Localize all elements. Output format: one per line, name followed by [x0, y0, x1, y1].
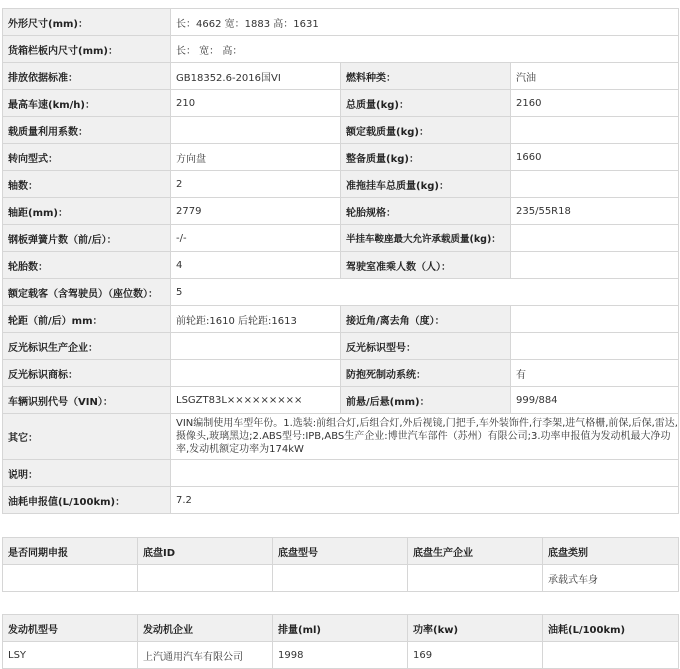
- spec-value: [171, 360, 341, 387]
- spec-label: 反光标识型号：: [341, 333, 511, 360]
- column-header: 排量(ml): [273, 615, 408, 642]
- spec-label: 总质量(kg)：: [341, 90, 511, 117]
- spec-value: [171, 460, 679, 487]
- spec-label: 轮胎数：: [3, 252, 171, 279]
- spec-value: 210: [171, 90, 341, 117]
- spec-row: [3, 460, 679, 487]
- column-header: 底盘类别: [543, 538, 679, 565]
- spec-label: 最高车速(km/h)：: [3, 90, 171, 117]
- spec-label: 额定载质量(kg)：: [341, 117, 511, 144]
- spec-label: 半挂车鞍座最大允许承载质量(kg)：: [341, 225, 511, 252]
- spec-value: [171, 117, 341, 144]
- spec-label: 油耗申报值(L/100km)：: [3, 487, 171, 514]
- spec-row: [3, 144, 679, 171]
- spec-row: [3, 90, 679, 117]
- spec-label: 转向型式：: [3, 144, 171, 171]
- table-cell: [273, 565, 408, 592]
- spec-value: [511, 117, 679, 144]
- table-cell: 1998: [273, 642, 408, 669]
- column-header: 油耗(L/100km): [543, 615, 679, 642]
- table-cell: LSY: [3, 642, 138, 669]
- spec-value: [511, 306, 679, 333]
- spec-value: LSGZT83L×××××××××: [171, 387, 341, 414]
- spec-value: [511, 171, 679, 198]
- spec-value: -/-: [171, 225, 341, 252]
- spec-label: 轴距(mm)：: [3, 198, 171, 225]
- spec-label: 排放依据标准：: [3, 63, 171, 90]
- table-cell: [408, 565, 543, 592]
- spec-value: 长： 宽： 高：: [171, 36, 679, 63]
- spec-label: 轴数：: [3, 171, 171, 198]
- spec-row: [3, 36, 679, 63]
- spec-row: [3, 306, 679, 333]
- spec-row: [3, 333, 679, 360]
- table-cell: 承载式车身: [543, 565, 679, 592]
- table-header-row: [3, 615, 679, 642]
- spec-row: [3, 117, 679, 144]
- spec-row: [3, 198, 679, 225]
- column-header: 是否同期申报: [3, 538, 138, 565]
- spec-label: 反光标识生产企业：: [3, 333, 171, 360]
- spec-label: 轮胎规格：: [341, 198, 511, 225]
- spec-label: 防抱死制动系统：: [341, 360, 511, 387]
- spec-label: 驾驶室准乘人数（人）：: [341, 252, 511, 279]
- spec-value: 7.2: [171, 487, 679, 514]
- spec-label: 燃料种类：: [341, 63, 511, 90]
- spec-value: 有: [511, 360, 679, 387]
- table-cell: [543, 642, 679, 669]
- spec-row: [3, 279, 679, 306]
- column-header: 发动机型号: [3, 615, 138, 642]
- column-header: 发动机企业: [138, 615, 273, 642]
- spec-label: 轮距（前/后）mm：: [3, 306, 171, 333]
- table-row: [3, 642, 679, 669]
- spec-label: 钢板弹簧片数（前/后）：: [3, 225, 171, 252]
- spec-label: 车辆识别代号（VIN）：: [3, 387, 171, 414]
- spec-label: 整备质量(kg)：: [341, 144, 511, 171]
- spec-label: 说明：: [3, 460, 171, 487]
- spec-value: 汽油: [511, 63, 679, 90]
- spec-value: 2160: [511, 90, 679, 117]
- spec-row: [3, 9, 679, 36]
- spec-label: 外形尺寸(mm)：: [3, 9, 171, 36]
- spec-label: 接近角/离去角（度）：: [341, 306, 511, 333]
- spec-value-notes: VIN编制使用车型年份。1.选装:前组合灯,后组合灯,外后视镜,门把手,车外装饰件,行李架,进气格栅,前保,后保,雷达,摄像头,玻璃黑边;2.ABS型号:IPB,ABS生产企业:博世汽车部件（苏州）有限公司;3.功率申报值为发动机最大净功率,发动机额定功率为174kW: [171, 414, 679, 460]
- spec-value: 方向盘: [171, 144, 341, 171]
- spec-value: 235/55R18: [511, 198, 679, 225]
- spec-value: 4: [171, 252, 341, 279]
- chassis-table: [2, 537, 679, 592]
- spec-value: GB18352.6-2016国VI: [171, 63, 341, 90]
- spec-label: 反光标识商标：: [3, 360, 171, 387]
- spec-row: [3, 360, 679, 387]
- engine-table: [2, 614, 679, 669]
- spec-value: 前轮距:1610 后轮距:1613: [171, 306, 341, 333]
- spec-value: 1660: [511, 144, 679, 171]
- spec-label: 前悬/后悬(mm)：: [341, 387, 511, 414]
- spec-label: 载质量利用系数：: [3, 117, 171, 144]
- spec-table: [2, 8, 679, 514]
- spec-value: 长：4662 宽：1883 高：1631: [171, 9, 679, 36]
- table-cell: [138, 565, 273, 592]
- spec-row: [3, 225, 679, 252]
- spec-value: 5: [171, 279, 679, 306]
- spec-value: [511, 252, 679, 279]
- column-header: 底盘型号: [273, 538, 408, 565]
- table-cell: [3, 565, 138, 592]
- spec-label: 额定载客（含驾驶员）（座位数）：: [3, 279, 171, 306]
- spec-value: 2779: [171, 198, 341, 225]
- spec-label: 准拖挂车总质量(kg)：: [341, 171, 511, 198]
- column-header: 功率(kw): [408, 615, 543, 642]
- column-header: 底盘ID: [138, 538, 273, 565]
- spec-value: [171, 333, 341, 360]
- spec-row: [3, 414, 679, 460]
- column-header: 底盘生产企业: [408, 538, 543, 565]
- spec-value: 999/884: [511, 387, 679, 414]
- spec-value: 2: [171, 171, 341, 198]
- spec-row: [3, 487, 679, 514]
- table-header-row: [3, 538, 679, 565]
- spec-value: [511, 225, 679, 252]
- spec-value: [511, 333, 679, 360]
- spec-row: [3, 387, 679, 414]
- spec-row: [3, 63, 679, 90]
- table-cell: 169: [408, 642, 543, 669]
- spec-label: 货箱栏板内尺寸(mm)：: [3, 36, 171, 63]
- spec-row: [3, 171, 679, 198]
- spec-row: [3, 252, 679, 279]
- table-cell: 上汽通用汽车有限公司: [138, 642, 273, 669]
- table-row: [3, 565, 679, 592]
- spec-label: 其它：: [3, 414, 171, 460]
